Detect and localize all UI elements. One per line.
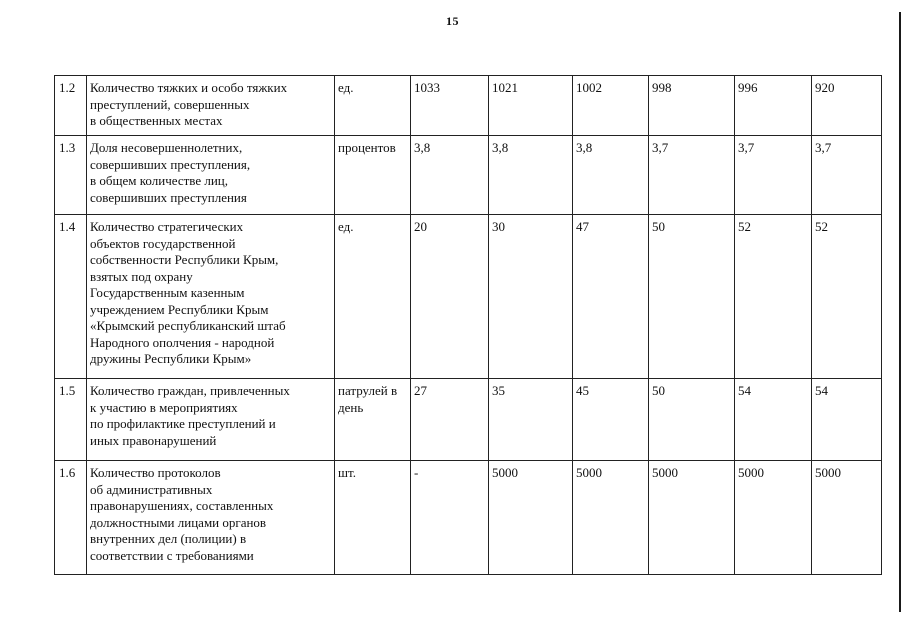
value-cell: 54 [812,379,882,461]
value-cell: 52 [812,215,882,379]
value-cell: 35 [489,379,573,461]
unit-cell: патрулей в день [335,379,411,461]
indicator-name: Количество тяжких и особо тяжких преступлений, совершенных в общественных местах [87,76,335,136]
page-number: 15 [446,14,459,28]
value-cell: 5000 [735,461,812,575]
row-number: 1.3 [55,136,87,215]
table-row-1-5 [55,379,882,461]
scan-edge-line [899,12,901,612]
unit-cell: процентов [335,136,411,215]
unit-cell: шт. [335,461,411,575]
indicators-table [54,75,882,575]
value-cell: 1021 [489,76,573,136]
value-cell: 3,7 [735,136,812,215]
value-cell: 1002 [573,76,649,136]
value-cell: 47 [573,215,649,379]
unit-cell: ед. [335,215,411,379]
value-cell: 998 [649,76,735,136]
indicator-name: Количество протоколов об административных правонарушениях, составленных должностными лицами органов внутренних дел (полиции) в соответствии с требованиями [87,461,335,575]
row-number: 1.6 [55,461,87,575]
table-row-1-4 [55,215,882,379]
value-cell: 5000 [573,461,649,575]
unit-cell: ед. [335,76,411,136]
table-row-1-6 [55,461,882,575]
row-number: 1.4 [55,215,87,379]
indicator-name: Количество граждан, привлеченных к участию в мероприятиях по профилактике преступлений и иных правонарушений [87,379,335,461]
value-cell: 52 [735,215,812,379]
value-cell: 3,8 [489,136,573,215]
value-cell: 3,8 [411,136,489,215]
table-row-1-3 [55,136,882,215]
value-cell: 3,8 [573,136,649,215]
value-cell: 3,7 [649,136,735,215]
value-cell: 50 [649,215,735,379]
table-row-1-2 [55,76,882,136]
value-cell: 27 [411,379,489,461]
value-cell: - [411,461,489,575]
row-number: 1.2 [55,76,87,136]
value-cell: 5000 [649,461,735,575]
value-cell: 3,7 [812,136,882,215]
value-cell: 5000 [489,461,573,575]
value-cell: 50 [649,379,735,461]
value-cell: 996 [735,76,812,136]
value-cell: 1033 [411,76,489,136]
value-cell: 920 [812,76,882,136]
value-cell: 5000 [812,461,882,575]
indicator-name: Количество стратегических объектов государственной собственности Республики Крым, взятых под охрану Государственным казенным учреждением Республики Крым «Крымский республиканский штаб Народного ополчения - народной дружины Республики Крым» [87,215,335,379]
value-cell: 45 [573,379,649,461]
value-cell: 30 [489,215,573,379]
row-number: 1.5 [55,379,87,461]
indicator-name: Доля несовершеннолетних, совершивших преступления, в общем количестве лиц, совершивших преступления [87,136,335,215]
value-cell: 20 [411,215,489,379]
value-cell: 54 [735,379,812,461]
